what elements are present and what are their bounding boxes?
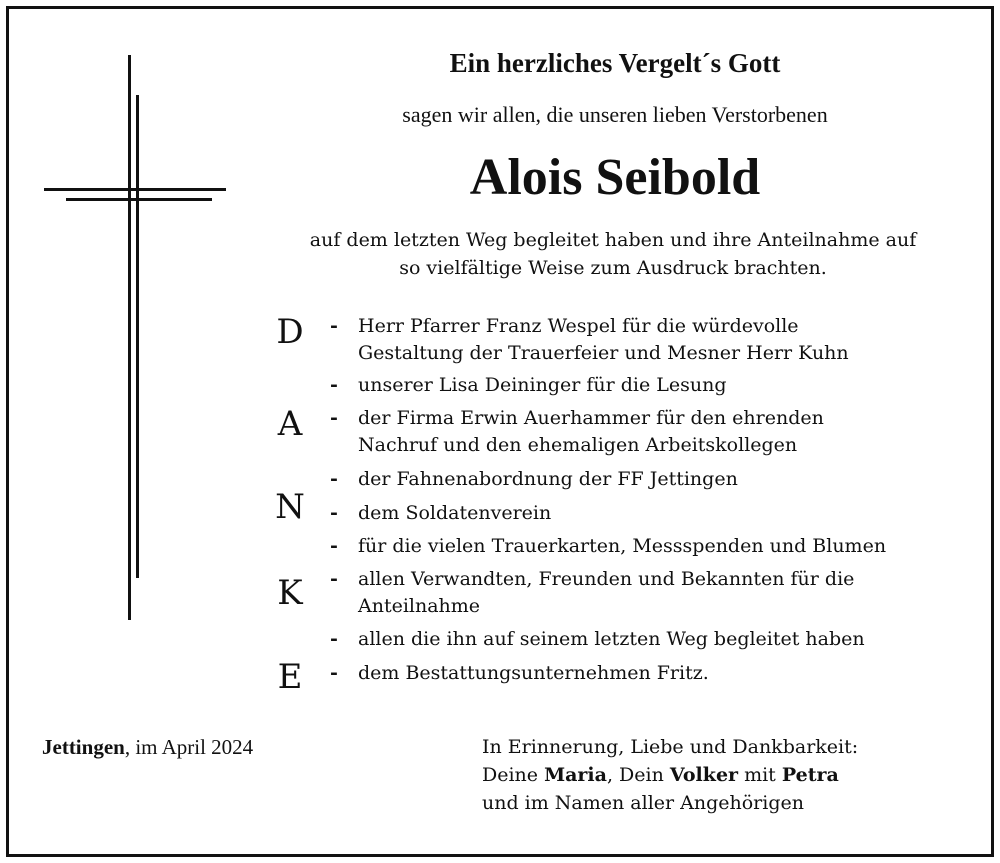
item-dash: - bbox=[330, 568, 338, 590]
cross-vertical-bar bbox=[128, 55, 131, 620]
place-town: Jettingen bbox=[42, 735, 125, 759]
gratitude-line: so vielfältige Weise zum Ausdruck brachten. bbox=[399, 257, 827, 279]
item-dash: - bbox=[330, 468, 338, 490]
thanks-item bbox=[330, 313, 970, 367]
thanks-item bbox=[330, 566, 970, 620]
item-line: für die vielen Trauerkarten, Messspenden und Blumen bbox=[358, 535, 887, 557]
signature-line: In Erinnerung, Liebe und Dankbarkeit: bbox=[482, 736, 859, 758]
signature-text: Deine bbox=[482, 764, 545, 786]
item-line: Anteilnahme bbox=[358, 595, 481, 617]
notice-heading: Ein herzliches Vergelt´s Gott bbox=[449, 48, 781, 78]
item-line: der Fahnenabordnung der FF Jettingen bbox=[358, 468, 738, 490]
signer-name: Maria bbox=[544, 764, 607, 786]
item-line: Herr Pfarrer Franz Wespel für die würdevolle bbox=[358, 315, 799, 337]
item-line: unserer Lisa Deininger für die Lesung bbox=[358, 374, 727, 396]
cross-horizontal-bar bbox=[44, 188, 226, 191]
cross-icon bbox=[0, 0, 240, 630]
item-dash: - bbox=[330, 315, 338, 337]
thanks-item bbox=[330, 626, 970, 653]
danke-letter: A bbox=[277, 404, 303, 444]
danke-letter: K bbox=[277, 573, 303, 613]
thanks-item bbox=[330, 660, 970, 687]
signer-name: Volker bbox=[669, 764, 739, 786]
danke-letter: N bbox=[275, 487, 305, 527]
item-dash: - bbox=[330, 407, 338, 429]
thanks-item bbox=[330, 500, 970, 527]
place-date-text: , im April 2024 bbox=[124, 735, 254, 759]
signer-name: Petra bbox=[781, 764, 839, 786]
item-line: dem Bestattungsunternehmen Fritz. bbox=[358, 662, 709, 684]
signature-text: mit bbox=[738, 764, 782, 786]
deceased-name: Alois Seibold bbox=[469, 149, 761, 206]
gratitude-text bbox=[258, 226, 968, 282]
signature-text: , Dein bbox=[606, 764, 670, 786]
thanks-item bbox=[330, 533, 970, 560]
item-line: Nachruf und den ehemaligen Arbeitskollegen bbox=[358, 434, 798, 456]
item-dash: - bbox=[330, 628, 338, 650]
item-line: dem Soldatenverein bbox=[358, 502, 552, 524]
item-dash: - bbox=[330, 535, 338, 557]
signature-line bbox=[482, 761, 858, 789]
danke-letter: E bbox=[277, 657, 303, 697]
item-dash: - bbox=[330, 502, 338, 524]
gratitude-line: auf dem letzten Weg begleitet haben und ihre Anteilnahme auf bbox=[309, 229, 917, 251]
thanks-item bbox=[330, 372, 970, 399]
signature-line: und im Namen aller Angehörigen bbox=[482, 792, 804, 814]
item-line: allen Verwandten, Freunden und Bekannten für die bbox=[358, 568, 855, 590]
cross-horizontal-bar-inner bbox=[66, 198, 212, 201]
signature-block bbox=[482, 733, 858, 817]
intro-text: sagen wir allen, die unseren lieben Verstorbenen bbox=[402, 102, 828, 127]
danke-letter: D bbox=[276, 312, 304, 352]
item-line: Gestaltung der Trauerfeier und Mesner Herr Kuhn bbox=[358, 342, 849, 364]
thanks-item bbox=[330, 466, 970, 493]
item-dash: - bbox=[330, 662, 338, 684]
thanks-item bbox=[330, 405, 970, 459]
item-line: allen die ihn auf seinem letzten Weg begleitet haben bbox=[358, 628, 865, 650]
item-dash: - bbox=[330, 374, 338, 396]
cross-vertical-bar-inner bbox=[136, 95, 139, 578]
place-date bbox=[42, 735, 253, 760]
item-line: der Firma Erwin Auerhammer für den ehrenden bbox=[358, 407, 824, 429]
